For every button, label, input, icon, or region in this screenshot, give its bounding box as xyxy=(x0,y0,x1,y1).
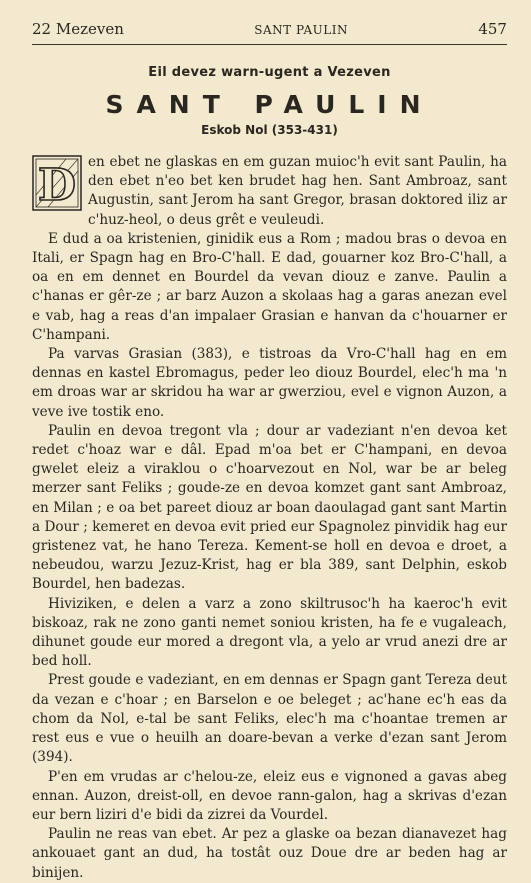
page-title: SANT PAULIN xyxy=(105,90,434,119)
header-saint-name: SANT PAULIN xyxy=(254,23,348,37)
page-subtitle: Eskob Nol (353-431) xyxy=(201,123,338,137)
header-date: 22 Mezeven xyxy=(32,20,124,38)
page-number: 457 xyxy=(478,20,507,38)
paragraph-8: Paulin ne reas van ebet. Ar pez a glaske oa bezan dianavezet hag ankouaet gant an dud, ha tostât ouz Doue dre ar beden hag ar binijen. xyxy=(32,826,507,881)
paragraph-7: P'en em vrudas ar c'helou-ze, eleiz eus e vignoned a gavas abeg ennan. Auzon, dreist-oll, en devoe rann-galon, hag a skrivas d'ezan eur bern liziri d'e bidi da zizrei da Vourdel. xyxy=(32,768,507,823)
paragraph-1: en ebet ne glaskas en em guzan muioc'h evit sant Paulin, ha den ebet n'eo bet ken brudet hag hen. Sant Ambroaz, sant Augustin, sant Jerom ha sant Gregor, brasan doktored iliz ar c'huz-heol, o deus grêt e veuleudi. xyxy=(88,154,507,228)
feast-heading: Eil devez warn-ugent a Vezeven xyxy=(148,65,391,80)
paragraph-6: Prest goude e vadeziant, en em dennas er Spagn gant Tereza deut da vezan e c'hoar ; en Barselon e oe beleget ; ac'hane ec'h eas da chom da Nol, e-tal be sant Feliks, elec'h ma c'hoantae tremen ar rest eus e vue o heuilh an doare-bevan a verke d'ezan sant Jerom (394). xyxy=(32,672,507,766)
paragraph-5: Hiviziken, e delen a varz a zono skiltrusoc'h ha kaeroc'h evit biskoaz, rak ne zono ganti nemet soniou kristen, ha fe e vugaleach, dihunet goude eur mored a dregont vla, a yelo ar vrud anezi dre ar bed holl. xyxy=(32,595,507,670)
paragraph-3: Pa varvas Grasian (383), e tistroas da Vro-C'hall hag en em dennas en kastel Ebromagus, peder leo diouz Bourdel, elec'h ma 'n em droas war ar skridou ha war ar gwerziou, evel e vignon Auzon, a veve ive tostik eno. xyxy=(32,346,507,420)
paragraph-2: E dud a oa kristenien, ginidik eus a Rom ; madou bras o devoa en Itali, er Spagn hag en Bro-C'hall. E dad, gouarner koz Bro-C'hall, a oa en em dennet en Bourdel da vevan diouz e zanve. Paulin a c'hanas er gêr-ze ; ar barz Auzon a skolaas hag a garas anezan evel e vab, hag a reas d'an impalaer Grasian e hanvan da c'houarner er C'hampani. xyxy=(32,230,507,343)
article-body xyxy=(32,153,507,883)
paragraph-4: Paulin en devoa tregont vla ; dour ar vadeziant n'en devoa ket redet c'hoaz war e dâl. Epad m'oa bet er C'hampani, en devoa gwelet eleiz a viraklou o c'hoarvezout en Nol, war be ar beleg merzer sant Feliks ; goude-ze en devoa komzet gant sant Ambroaz, en Milan ; e oa bet pareet diouz ar boan daoulagad gant sant Martin a Dour ; kemeret en devoa evit pried eur Spagnolez pinvidik hag eur gristenez vat, he hano Tereza. Kement-se holl en devoa e droet, a nebeudou, warzu Jezuz-Krist, hag er bla 389, sant Delphin, eskob Bourdel, hen badezas. xyxy=(32,422,507,593)
dropcap-letter: D xyxy=(37,160,77,211)
running-header xyxy=(32,20,507,45)
dropcap-initial xyxy=(32,155,82,211)
